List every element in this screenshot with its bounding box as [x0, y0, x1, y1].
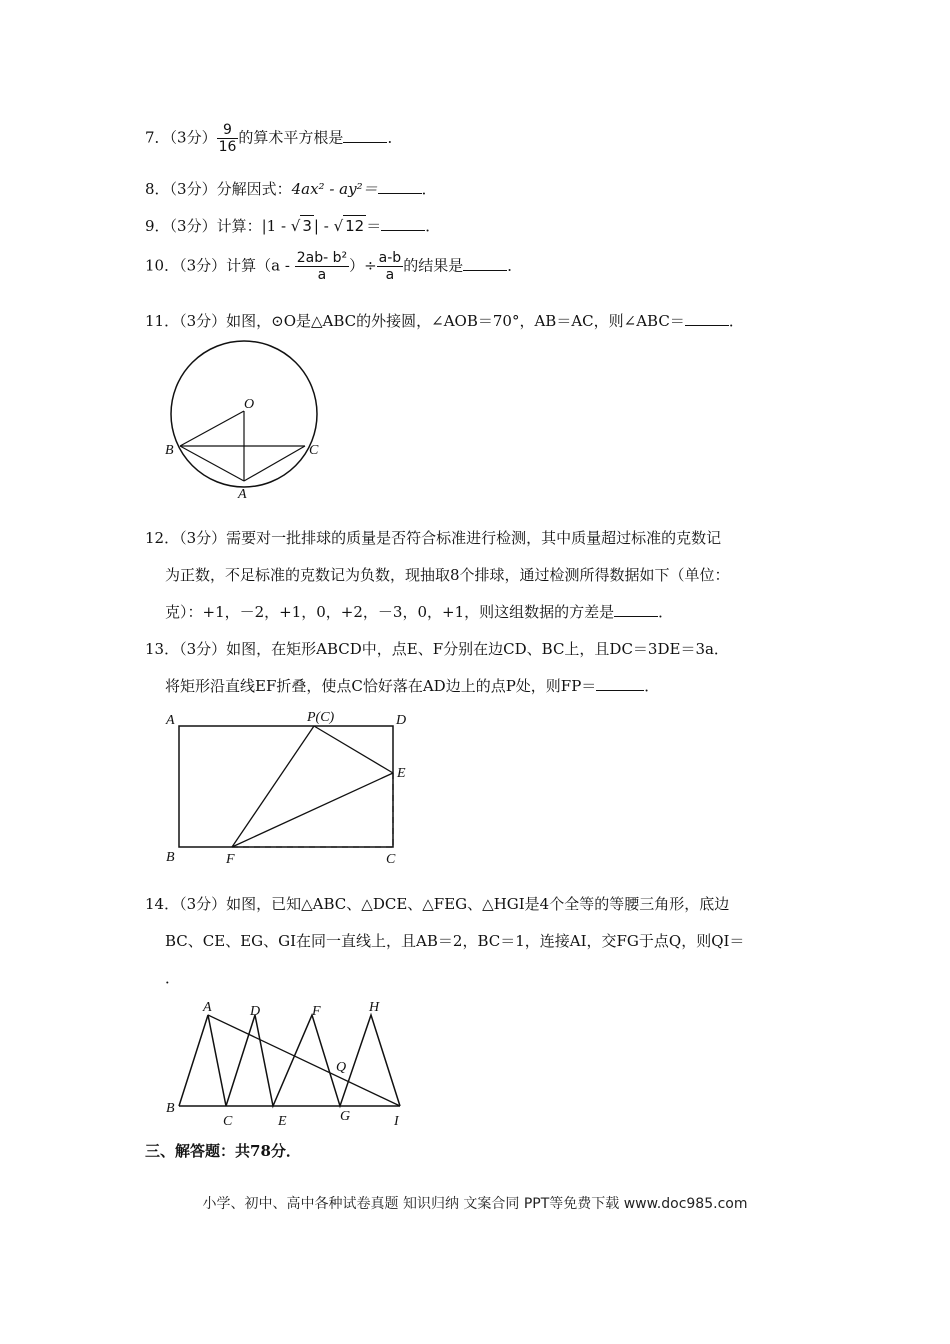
q10-number: 10． [145, 256, 180, 275]
segment-PE [314, 726, 393, 773]
q13-answer-blank [596, 676, 644, 691]
label-B: B [166, 850, 175, 865]
q7-end: ． [387, 128, 403, 147]
q7-score: （3分） [169, 128, 217, 147]
q11-number: 11． [145, 312, 180, 330]
label-A: A [166, 713, 175, 728]
q11-answer-blank [685, 311, 729, 326]
question-11 [145, 311, 744, 331]
segment-EF [232, 773, 393, 847]
segment-AC [244, 446, 305, 481]
label-C: C [309, 443, 319, 458]
label-A: A [203, 1000, 212, 1015]
label-C: C [223, 1114, 233, 1129]
q14-figure [160, 995, 420, 1130]
question-9 [145, 215, 440, 236]
q8-score: （3分） [169, 180, 217, 198]
q13-figure [160, 705, 420, 870]
q11-end: ． [728, 312, 744, 330]
question-8 [145, 179, 437, 199]
q7-fraction [217, 122, 239, 155]
q14-line-3: ． [165, 969, 181, 987]
q12-line-2: 为正数，不足标准的克数记为负数，现抽取8个排球，通过检测所得数据如下（单位： [165, 566, 730, 584]
q8-number: 8． [145, 180, 170, 198]
q13-text-1: 如图，在矩形ABCD中，点E、F分别在边CD、BC上，且DC＝3DE＝3a． [226, 640, 729, 658]
q10-lead: 计算（a - [226, 256, 295, 275]
q10-fraction-1 [295, 250, 349, 283]
question-14 [145, 886, 805, 997]
label-O: O [244, 397, 255, 412]
q9-radicand-1: 3 [302, 217, 312, 235]
q9-equals: ＝ [366, 217, 382, 235]
q9-lead: 计算：|1 - [216, 217, 291, 235]
q9-end: ． [425, 217, 441, 235]
q10-score: （3分） [179, 256, 227, 275]
q13-number: 13． [145, 640, 180, 658]
q9-answer-blank [381, 216, 425, 231]
q10-f2-denominator: a [385, 267, 395, 283]
label-E: E [278, 1114, 287, 1129]
label-D: D [250, 1004, 261, 1019]
q12-end: ． [658, 603, 674, 621]
question-13 [145, 631, 805, 705]
q8-expression: 4ax² - ay²＝ [291, 180, 378, 198]
q12-number: 12． [145, 529, 180, 547]
q13-line-2 [145, 668, 805, 705]
q14-score: （3分） [179, 895, 227, 913]
question-10 [145, 250, 522, 283]
label-I: I [394, 1114, 399, 1129]
question-12 [145, 520, 805, 631]
q14-text-1: 如图，已知△ABC、△DCE、△FEG、△HGI是4个全等的等腰三角形，底边 [226, 895, 730, 913]
label-D: D [396, 713, 407, 728]
q8-lead: 分解因式： [216, 180, 292, 198]
triangles-zigzag [179, 1015, 400, 1106]
q7-number: 7． [145, 128, 170, 147]
q12-line-1 [145, 520, 805, 557]
q10-text: 的结果是 [403, 256, 464, 275]
question-7 [145, 122, 402, 155]
q7-frac-numerator: 9 [217, 122, 239, 139]
q8-end: ． [421, 180, 437, 198]
q11-text: 如图，⊙O是△ABC的外接圆，∠AOB＝70°，AB＝AC，则∠ABC＝ [226, 312, 685, 330]
q7-frac-denominator: 16 [218, 139, 237, 155]
q10-end: ． [507, 256, 523, 275]
q10-f1-numerator: 2ab- b² [296, 250, 348, 266]
segment-OB [180, 411, 244, 446]
sqrt-icon: √ [333, 217, 344, 235]
page-footer: 小学、初中、高中各种试卷真题 知识归纳 文案合同 PPT等免费下载 www.doc985.com [202, 1196, 748, 1212]
label-B: B [166, 1101, 175, 1116]
q10-fraction-2 [377, 250, 404, 283]
q9-score: （3分） [169, 217, 217, 235]
label-F: F [312, 1004, 321, 1019]
label-Q: Q [336, 1060, 347, 1075]
q13-line-1 [145, 631, 805, 668]
rect-ABFD [179, 726, 393, 847]
label-A: A [238, 487, 247, 502]
q12-answer-blank [614, 602, 658, 617]
label-H: H [369, 1000, 380, 1015]
q13-score: （3分） [179, 640, 227, 658]
label-C: C [386, 852, 396, 867]
q10-f1-denominator: a [317, 267, 327, 283]
q11-score: （3分） [179, 312, 227, 330]
q10-f2-numerator: a-b [378, 250, 402, 266]
q14-number: 14． [145, 895, 180, 913]
label-G: G [340, 1109, 351, 1124]
q8-answer-blank [378, 179, 422, 194]
q7-text: 的算术平方根是 [238, 128, 344, 147]
q9-mid: | - [313, 217, 334, 235]
segment-AI [208, 1015, 400, 1106]
q12-score: （3分） [179, 529, 227, 547]
label-B: B [165, 443, 174, 458]
label-P: P(C) [307, 710, 335, 725]
label-F: F [226, 852, 235, 867]
q14-line-1 [145, 886, 805, 923]
label-E: E [397, 766, 406, 781]
section-heading: 三、解答题：共78分． [145, 1142, 301, 1160]
q12-text-3: 克）：+1，－2，+1，0，+2，－3，0，+1，则这组数据的方差是 [165, 603, 615, 621]
q7-answer-blank [343, 128, 387, 143]
q12-line-3 [145, 594, 805, 631]
q13-end: ． [644, 677, 660, 695]
q10-answer-blank [463, 256, 507, 271]
q10-mid: ）÷ [349, 256, 377, 275]
sqrt-icon: √ [290, 217, 301, 235]
q9-number: 9． [145, 217, 170, 235]
q13-text-2: 将矩形沿直线EF折叠，使点C恰好落在AD边上的点P处，则FP＝ [165, 677, 597, 695]
q14-line-2: BC、CE、EG、GI在同一直线上，且AB＝2，BC＝1，连接AI，交FG于点Q，则QI＝ [165, 932, 745, 950]
q9-radicand-2: 12 [345, 217, 365, 235]
q12-text-1: 需要对一批排球的质量是否符合标准进行检测，其中质量超过标准的克数记 [226, 529, 722, 547]
q11-figure [160, 338, 330, 508]
